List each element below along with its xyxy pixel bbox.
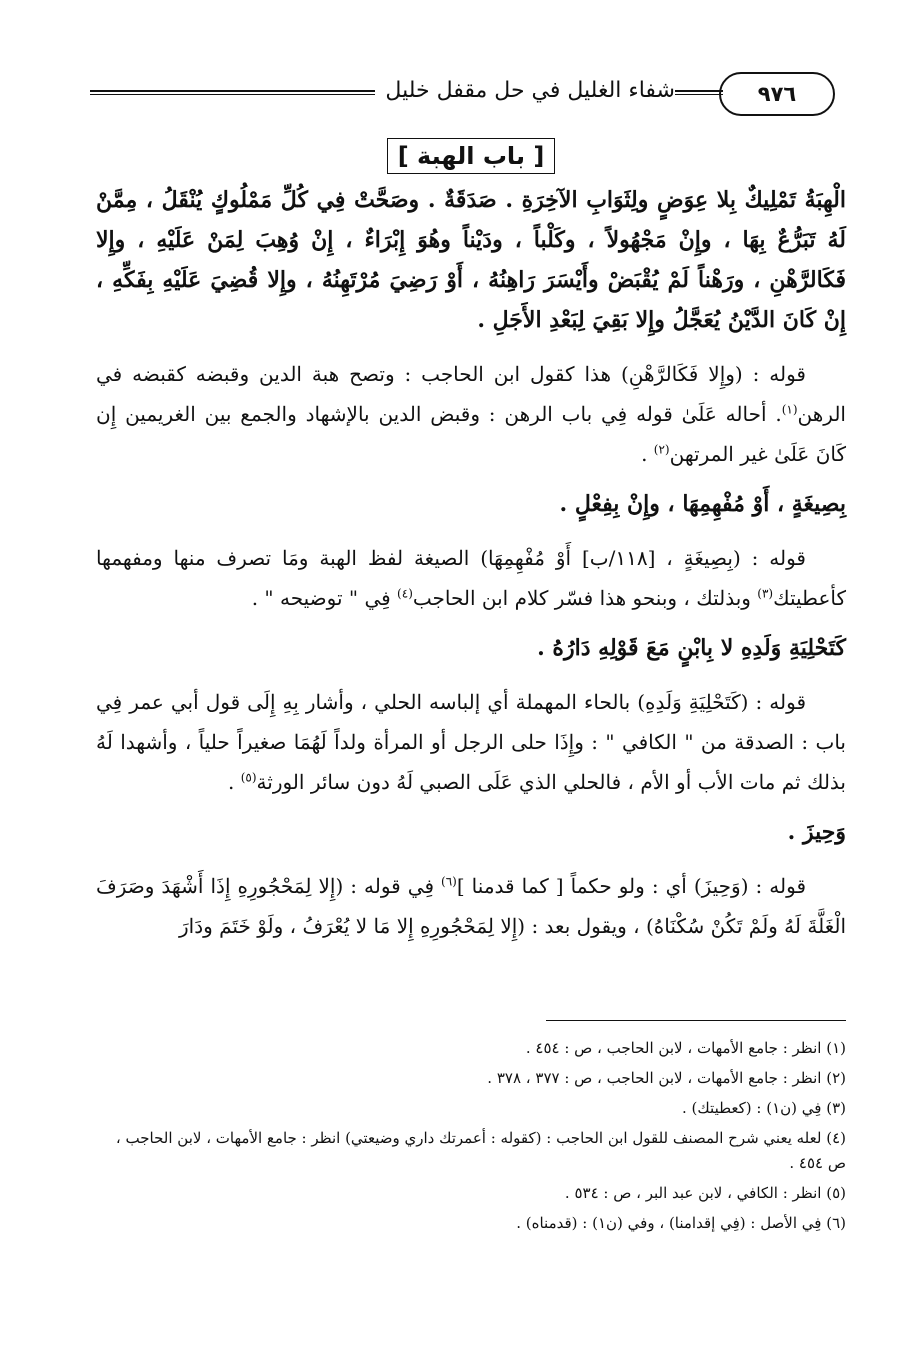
footnote: (١) انظر : جامع الأمهات ، لابن الحاجب ، ص : ٤٥٤ . (525, 1039, 846, 1057)
footnote-ref: (١) (781, 402, 798, 417)
footnote-ref: (٣) (757, 586, 774, 601)
commentary-text: قوله : (وَحِيزَ) أي : ولو حكماً [ كما قدمنا ] (456, 874, 806, 898)
commentary-text: قوله : (بِصِيغَةٍ ، [١١٨/ب] أَوْ مُفْهِمِهَا) الصيغة لفظ الهبة ومَا تصرف منها ومفهمها كأعطيتك (96, 546, 846, 610)
footnote: (٦) فِي الأصل : (فِي إقدامنا) ، وفي (ن١) : (قدمناه) . (516, 1214, 846, 1232)
commentary-paragraph (96, 538, 846, 618)
page-body (96, 138, 846, 946)
footnote: (٢) انظر : جامع الأمهات ، لابن الحاجب ، ص : ٣٧٧ ، ٣٧٨ . (487, 1069, 846, 1087)
commentary-text: . أحاله عَلَىٰ قوله فِي باب الرهن : وقبض الدين بالإشهاد والجمع بين الغريمين إِن كَانَ عَلَىٰ غير المرتهن (96, 402, 846, 466)
footnote-separator (546, 1020, 846, 1021)
commentary-text: . (641, 442, 654, 466)
commentary-text: . (227, 770, 241, 794)
footnote: (٥) انظر : الكافي ، لابن عبد البر ، ص : ٥٣٤ . (564, 1184, 846, 1202)
matn-paragraph: بِصِيغَةٍ ، أَوْ مُفْهِمِهَا ، وإِنْ بِفِعْلٍ . (559, 491, 846, 517)
footnote: (٤) لعله يعني شرح المصنف للقول ابن الحاجب : (كقوله : أعمرتك داري وضيعتي) انظر : جامع الأمهات ، لابن الحاجب ، ص ٤٥٤ . (115, 1129, 846, 1172)
commentary-paragraph (96, 682, 846, 802)
footnote-ref: (٤) (397, 586, 413, 601)
chapter-title (96, 138, 846, 174)
footnote-ref: (٦) (441, 874, 457, 889)
running-title: شفاء الغليل في حل مقفل خليل (385, 78, 675, 103)
commentary-paragraph (96, 866, 846, 946)
matn-paragraph: كَتَحْلِيَةِ وَلَدِهِ لا بِابْنٍ مَعَ قَوْلِهِ دَارُهُ . (537, 635, 846, 661)
commentary-text: فِي قوله : (إِلا لِمَحْجُورِهِ إِذَا أَشْهَدَ وصَرَفَ الْغَلَّةَ لَهُ ولَمْ تَكُنْ سُكْنَاهُ) ، ويقول بعد : (إِلا لِمَحْجُورِهِ إِلا مَا لا يُعْرَفُ ، ولَوْ خَتَمَ ودَارَ (96, 874, 846, 938)
commentary-text: فِي " توضيحه " . (251, 586, 398, 610)
page-number: ٩٧٦ (719, 72, 835, 116)
chapter-title-text: [ باب الهبة ] (387, 138, 556, 174)
commentary-text: وبذلتك ، وبنحو هذا فسّر كلام ابن الحاجب (412, 586, 758, 610)
matn-paragraph: وَحِيزَ . (787, 819, 846, 845)
matn-paragraph: الْهِبَةُ تَمْلِيكٌ بِلا عِوَضٍ ولِثَوَابِ الآخِرَةِ . صَدَقَةٌ . وصَحَّتْ فِي كُلِّ مَمْلُوكٍ يُنْقَلُ ، مِمَّنْ لَهُ تَبَرُّعٌ بِهَا ، وإِنْ مَجْهُولاً ، وكَلْباً ، ودَيْناً وهُوَ إِبْرَاءٌ ، إِنْ وُهِبَ لِمَنْ عَلَيْهِ ، وإِلا فَكَالرَّهْنِ ، ورَهْناً لَمْ يُقْبَضْ وأَيْسَرَ رَاهِنُهُ ، أَوْ رَضِيَ مُرْتَهِنُهُ ، وإِلا قُضِيَ عَلَيْهِ بِفَكِّهِ ، إِنْ كَانَ الدَّيْنُ يُعَجَّلُ وإِلا بَقِيَ لِبَعْدِ الأَجَلِ . (96, 187, 846, 333)
footnote: (٣) فِي (ن١) : (كعطيتك) . (682, 1099, 846, 1117)
commentary-paragraph (96, 354, 846, 474)
commentary-text: قوله : (كَتَحْلِيَةِ وَلَدِهِ) بالحاء المهملة أي إلباسه الحلي ، وأشار بِهِ إِلَى قول أبي عمر فِي باب : الصدقة من " الكافي " : وإِذَا حلى الرجل أو المرأة ولداً لَهُمَا صغيراً حلياً ، وأشهدا لَهُ بذلك ثم مات الأب أو الأم ، فالحلي الذي عَلَى الصبي لَهُ دون سائر الورثة (96, 690, 846, 794)
commentary-text: قوله : (وإِلا فَكَالرَّهْنِ) هذا كقول ابن الحاجب : وتصح هبة الدين وقبضه كقبضه في الرهن (96, 362, 846, 426)
footnotes (96, 1036, 846, 1241)
footnote-ref: (٥) (240, 770, 257, 785)
footnote-ref: (٢) (653, 442, 670, 457)
page-header (90, 72, 835, 124)
header-rule (675, 90, 723, 95)
header-rule (90, 90, 375, 95)
